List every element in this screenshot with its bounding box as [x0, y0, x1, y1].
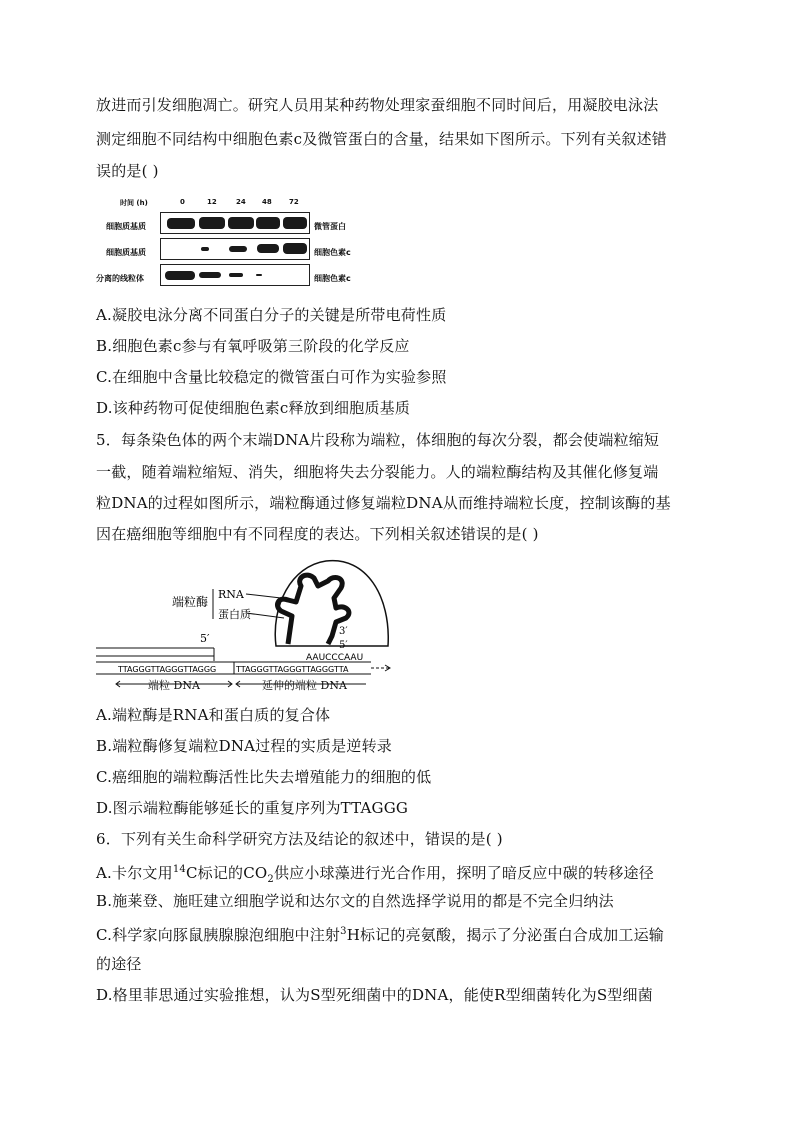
gel-band — [229, 273, 243, 277]
row-protein-label: 细胞色素c — [314, 248, 351, 257]
gel-row — [160, 264, 310, 286]
q4-option-d: D.该种药物可促使细胞色素c释放到细胞质基质 — [96, 399, 411, 417]
telomere-sequence-left: TTAGGGTTAGGGTTAGGG — [118, 665, 217, 674]
time-point: 72 — [289, 198, 299, 206]
q5-stem-line-3: 粒DNA的过程如图所示，端粒酶通过修复端粒DNA从而维持端粒长度，控制该酶的基 — [96, 494, 671, 512]
row-protein-label: 细胞色素c — [314, 274, 351, 283]
intro-line-2: 测定细胞不同结构中细胞色素c及微管蛋白的含量，结果如下图所示。下列有关叙述错 — [96, 130, 668, 148]
gel-band — [199, 217, 225, 229]
gel-electrophoresis-figure — [96, 192, 366, 292]
q4-option-b: B.细胞色素c参与有氧呼吸第三阶段的化学反应 — [96, 337, 410, 355]
row-sample-label: 分离的线粒体 — [96, 274, 144, 283]
gel-band — [256, 274, 262, 276]
gel-band — [257, 244, 279, 253]
pointer-line — [246, 613, 284, 618]
enzyme-label: 端粒酶 — [172, 595, 209, 609]
q5-option-a: A.端粒酶是RNA和蛋白质的复合体 — [96, 706, 331, 724]
row-sample-label: 细胞质基质 — [106, 248, 146, 257]
gel-band — [228, 217, 254, 229]
intro-line-3: 误的是( ) — [96, 162, 159, 180]
time-point: 48 — [262, 198, 272, 206]
protein-label: 蛋白质 — [218, 608, 251, 621]
gel-row — [160, 212, 310, 234]
pointer-line — [246, 594, 281, 598]
gel-band — [256, 217, 280, 229]
q6-option-c: C.科学家向豚鼠胰腺腺泡细胞中注射$^3$H标记的亮氨酸，揭示了分泌蛋白合成加工运输 — [96, 926, 664, 944]
time-point: 24 — [236, 198, 246, 206]
prime-3-label: 3′ — [339, 626, 348, 637]
q5-stem-line-2: 一截，随着端粒缩短、消失，细胞将失去分裂能力。人的端粒酶结构及其催化修复端 — [96, 463, 659, 481]
telomere-dna-label: 端粒 DNA — [148, 679, 200, 691]
q6-option-b: B.施莱登、施旺建立细胞学说和达尔文的自然选择学说用的都是不完全归纳法 — [96, 892, 614, 910]
q4-option-c: C.在细胞中含量比较稳定的微管蛋白可作为实验参照 — [96, 368, 447, 386]
q6-option-c-cont: 的途径 — [96, 955, 142, 973]
q6-option-d: D.格里菲思通过实验推想，认为S型死细菌中的DNA，能使R型细菌转化为S型细菌 — [96, 986, 653, 1004]
prime-5-label: 5′ — [339, 640, 348, 651]
telomerase-figure — [96, 556, 396, 691]
gel-band — [283, 243, 307, 254]
q6-stem: 6．下列有关生命科学研究方法及结论的叙述中，错误的是( ) — [96, 830, 503, 848]
row-sample-label: 细胞质基质 — [106, 222, 146, 231]
q5-stem-line-4: 因在癌细胞等细胞中有不同程度的表达。下列相关叙述错误的是( ) — [96, 525, 539, 543]
q5-stem-line-1: 5．每条染色体的两个末端DNA片段称为端粒，体细胞的每次分裂，都会使端粒缩短 — [96, 431, 660, 449]
gel-band — [167, 218, 195, 229]
q4-option-a: A.凝胶电泳分离不同蛋白分子的关键是所带电荷性质 — [96, 306, 447, 324]
row-protein-label: 微管蛋白 — [314, 222, 346, 231]
gel-band — [229, 246, 247, 252]
gel-band — [165, 271, 195, 280]
gel-band — [199, 272, 221, 278]
telomere-sequence-right: TTAGGGTTAGGGTTAGGGTTA — [236, 665, 349, 674]
prime-5-top-label: 5′ — [200, 632, 210, 645]
time-point: 0 — [180, 198, 185, 206]
q5-option-b: B.端粒酶修复端粒DNA过程的实质是逆转录 — [96, 737, 392, 755]
gel-band — [201, 247, 209, 251]
rna-template-sequence: AAUCCCAAU — [306, 653, 364, 663]
q5-option-c: C.癌细胞的端粒酶活性比失去增殖能力的细胞的低 — [96, 768, 432, 786]
gel-band — [283, 217, 307, 229]
gel-row — [160, 238, 310, 260]
time-axis-label: 时间 (h) — [120, 199, 148, 207]
intro-line-1: 放进而引发细胞凋亡。研究人员用某种药物处理家蚕细胞不同时间后，用凝胶电泳法 — [96, 96, 659, 114]
time-point: 12 — [207, 198, 217, 206]
rna-label: RNA — [218, 588, 244, 601]
q6-option-a: A.卡尔文用$^{14}$C标记的$CO_2$供应小球藻进行光合作用，探明了暗反应中碳的转移途径 — [96, 864, 654, 885]
q5-option-d: D.图示端粒酶能够延长的重复序列为TTAGGG — [96, 799, 409, 817]
extended-dna-label: 延伸的端粒 DNA — [262, 679, 347, 691]
